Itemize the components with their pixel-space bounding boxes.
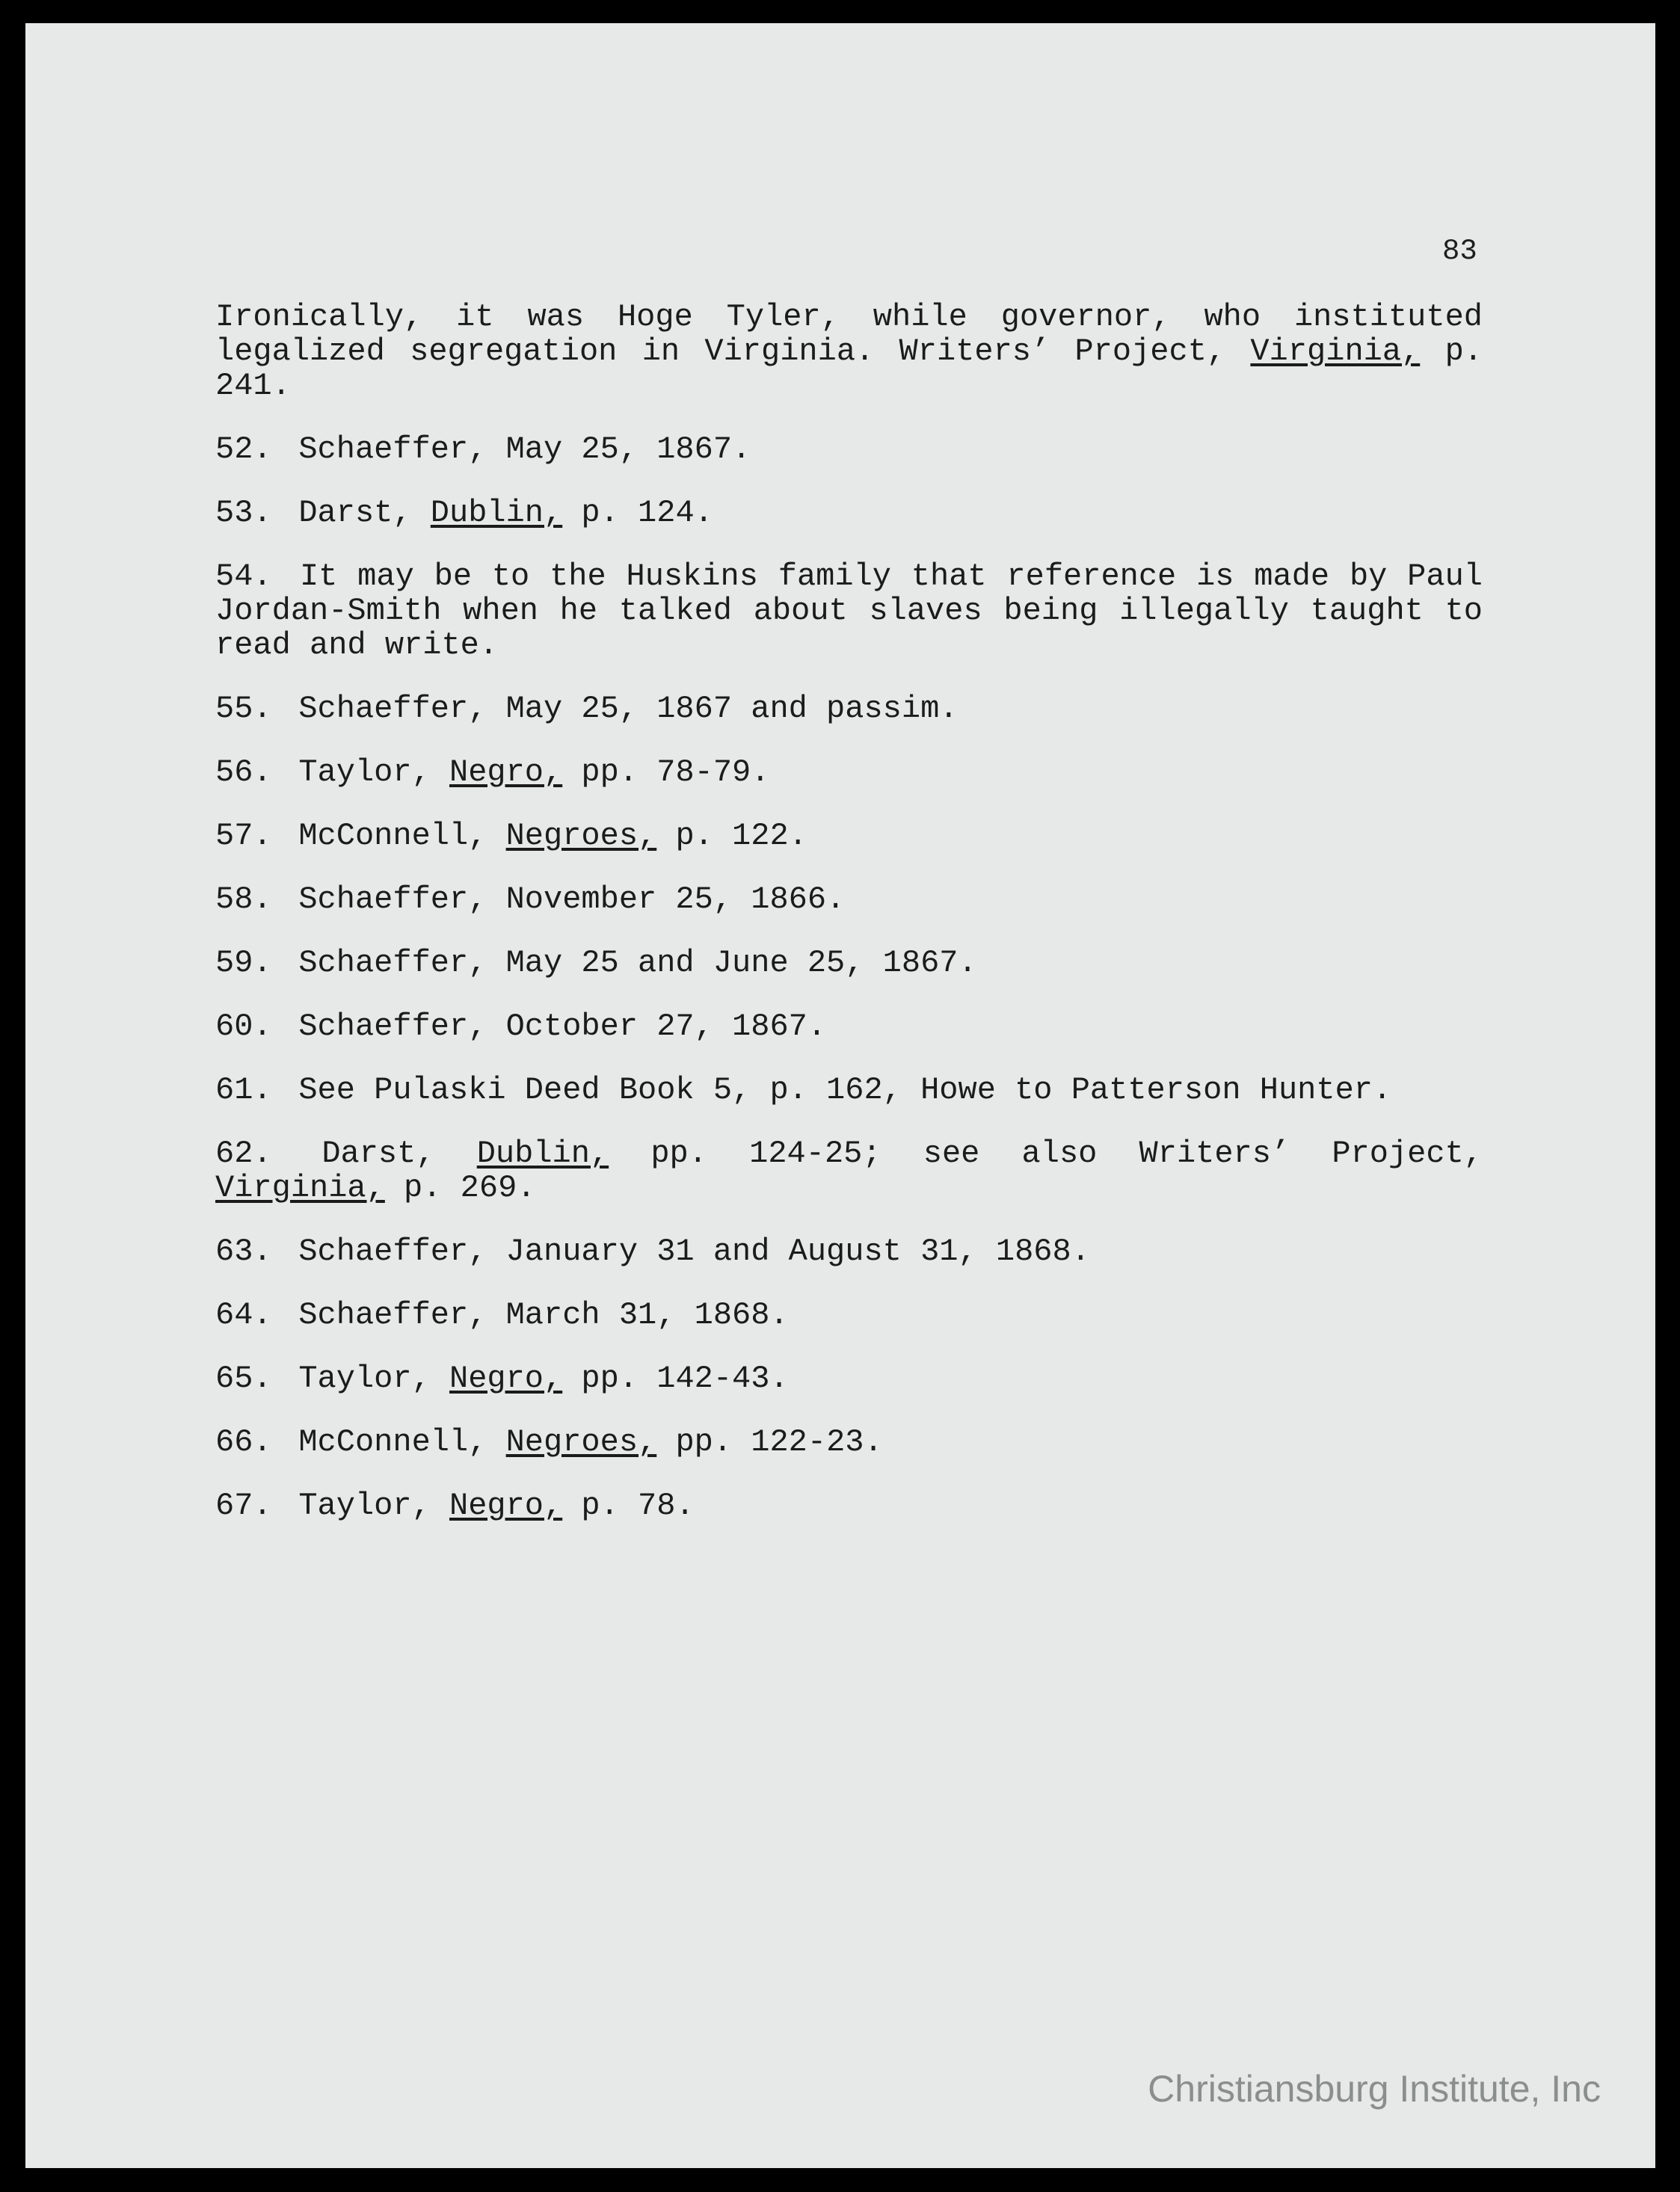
underlined-title: Negroes, [505,818,657,854]
endnote-number: 54. [215,558,272,594]
note-text: Taylor, [298,1488,449,1524]
note-text: Schaeffer, March 31, 1868. [298,1297,789,1333]
note-text: Schaeffer, May 25, 1867. [298,431,751,467]
underlined-title: Dublin, [476,1136,609,1172]
endnote-number: 66. [215,1424,272,1460]
note-text: p. 122. [656,818,807,854]
note-text: Schaeffer, May 25, 1867 and passim. [298,691,959,727]
note-text: p. 78. [562,1488,695,1524]
note-text: pp. 78-79. [562,754,770,790]
underlined-title: Virginia, [215,1170,385,1206]
note-text: Ironically, it was Hoge Tyler, while governor, who instituted legalized segregation in Virginia. Writers’ Project, [215,299,1483,369]
note-text: Taylor, [298,1361,449,1397]
endnote [215,496,1483,530]
endnote [215,432,1483,467]
note-text: p. 269. [384,1170,536,1206]
endnote [215,1009,1483,1044]
endnote [215,1136,1483,1205]
note-text: p. 124. [562,495,713,531]
endnote-number: 63. [215,1234,272,1269]
note-text: Schaeffer, October 27, 1867. [298,1009,827,1044]
endnote [215,946,1483,980]
endnote [215,559,1483,662]
continued-note-text [215,300,1483,403]
endnote-number: 60. [215,1009,272,1044]
endnote-number: 52. [215,431,272,467]
page-number: 83 [1442,235,1477,268]
underlined-title: Negro, [449,754,563,790]
note-text: Taylor, [298,754,449,790]
endnote-number: 58. [215,881,272,917]
note-text: pp. 124-25; see also Writers’ Project, [609,1136,1483,1172]
note-text: McConnell, [298,818,506,854]
endnote-number: 53. [215,495,272,531]
note-text: McConnell, [298,1424,506,1460]
note-text: Darst, [298,495,431,531]
endnotes-list [215,300,1483,1552]
note-text: It may be to the Huskins family that reference is made by Paul Jordan-Smith when he talked about slaves being illegally taught to read and write. [215,558,1483,663]
underlined-title: Dublin, [430,495,563,531]
endnote-number: 67. [215,1488,272,1524]
note-text: Darst, [321,1136,477,1172]
endnote [215,1488,1483,1523]
endnote [215,1234,1483,1269]
endnote-number: 55. [215,691,272,727]
underlined-title: Virginia, [1250,333,1421,369]
note-text: Schaeffer, November 25, 1866. [298,881,846,917]
endnote-number: 56. [215,754,272,790]
endnote [215,1298,1483,1332]
watermark: Christiansburg Institute, Inc [1148,2068,1601,2110]
underlined-title: Negro, [449,1488,563,1524]
endnote-number: 59. [215,945,272,981]
endnote-number: 64. [215,1297,272,1333]
endnote [215,1073,1483,1107]
note-text: pp. 122-23. [656,1424,883,1460]
endnote-number: 65. [215,1361,272,1397]
endnote-number: 61. [215,1072,272,1108]
underlined-title: Negroes, [505,1424,657,1460]
endnote [215,882,1483,917]
underlined-title: Negro, [449,1361,563,1397]
endnote [215,1425,1483,1459]
note-text: Schaeffer, January 31 and August 31, 1868. [298,1234,1090,1269]
endnote [215,755,1483,789]
endnote [215,819,1483,853]
note-text: Schaeffer, May 25 and June 25, 1867. [298,945,977,981]
endnote-number: 62. [215,1136,272,1172]
note-text: See Pulaski Deed Book 5, p. 162, Howe to Patterson Hunter. [298,1072,1392,1108]
document-page [25,23,1655,2168]
endnote [215,692,1483,726]
endnote-number: 57. [215,818,272,854]
note-text: pp. 142-43. [562,1361,789,1397]
note-text: p. 241. [215,333,1483,404]
endnote [215,1361,1483,1396]
